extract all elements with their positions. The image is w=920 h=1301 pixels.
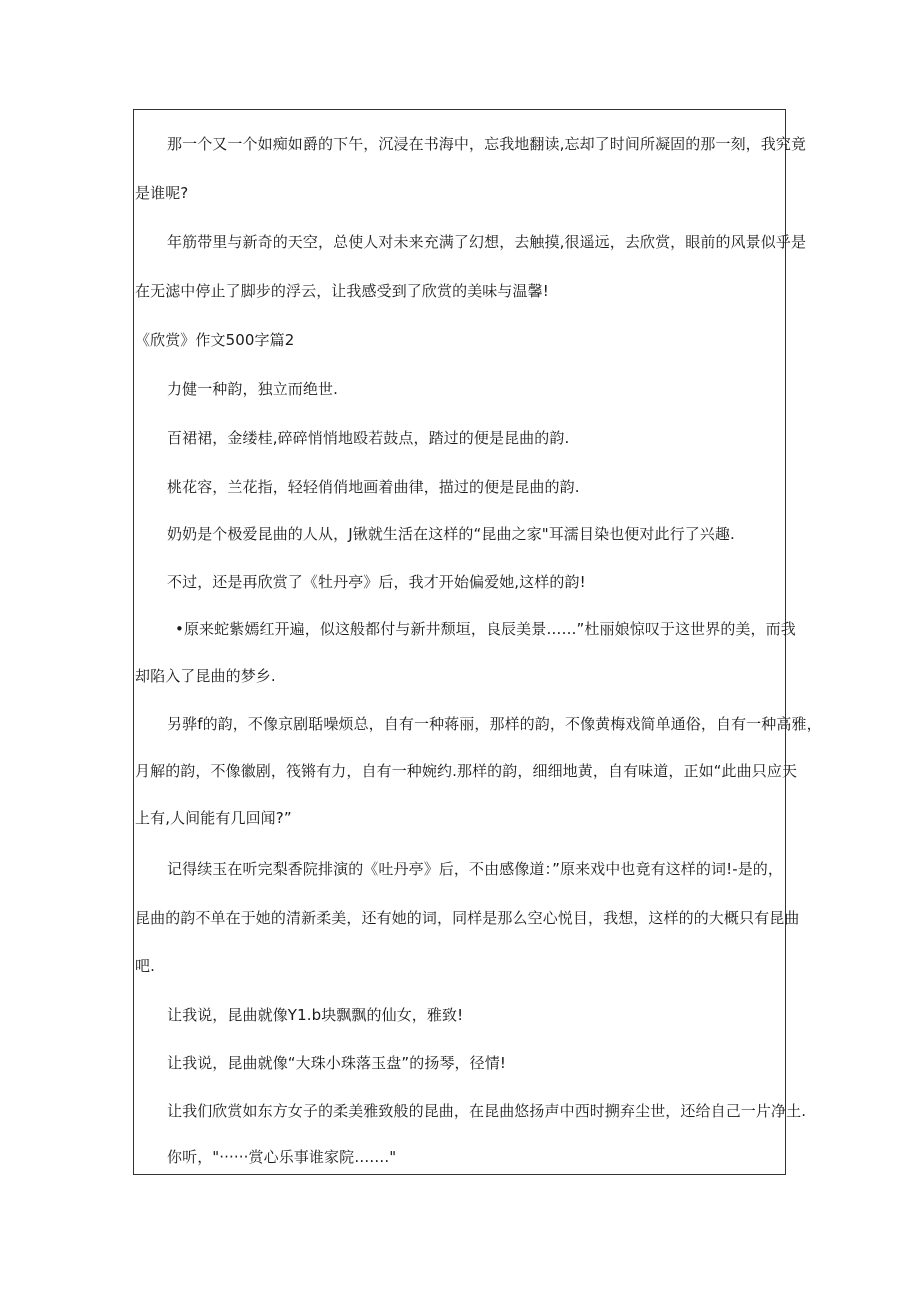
paragraph-line: 上有,人间能有几回闻?” xyxy=(135,809,292,827)
paragraph-line: 在无滤中停止了脚步的浮云，让我感受到了欣赏的美味与温馨! xyxy=(135,282,549,300)
section-heading: 《欣赏》作文500字篇2 xyxy=(135,331,295,349)
paragraph-line: 让我说，昆曲就像Y1.b块飘飘的仙女，雅致! xyxy=(167,1006,464,1024)
paragraph-line: 你听，"······赏心乐事谁家院……." xyxy=(167,1148,397,1166)
paragraph-line: 是谁呢? xyxy=(135,184,189,202)
paragraph-line: 却陷入了昆曲的梦乡. xyxy=(135,667,276,685)
paragraph-line: 奶奶是个极爱昆曲的人从，J锹就生活在这样的“昆曲之家"耳濡目染也便对此行了兴趣. xyxy=(167,525,735,543)
paragraph-line: 不过，还是再欣赏了《牡丹亭》后，我才开始偏爱她,这样的韵! xyxy=(167,573,586,591)
paragraph-line: 年筋带里与新奇的天空，总使人对未来充满了幻想，去触摸,很遥远，去欣赏，眼前的风景似乎是 xyxy=(167,233,807,251)
paragraph-line: 昆曲的韵不单在于她的清新柔美，还有她的词，同样是那么空心悦目，我想，这样的的大概只有昆曲 xyxy=(135,909,800,927)
paragraph-line: 月解的韵，不像徽剧，筏锵有力，自有一种婉约.那样的韵，细细地黄，自有味道，正如“此曲只应天 xyxy=(135,762,798,780)
paragraph-line: 另骅f的韵，不像京剧聒噪烦总，自有一种蒋丽，那样的韵，不像黄梅戏简单通俗，自有一种高雅， xyxy=(167,715,822,733)
paragraph-line: 桃花容，兰花指，轻轻俏俏地画着曲律，描过的便是昆曲的韵. xyxy=(167,478,580,496)
paragraph-line: 让我们欣赏如东方女子的柔美雅致般的昆曲，在昆曲悠扬声中西时搠弃尘世，还给自己一片净土. xyxy=(167,1102,807,1120)
paragraph-line: 那一个又一个如痴如爵的下午，沉浸在书海中，忘我地翻读,忘却了时间所凝固的那一刻，我究竟 xyxy=(167,135,807,153)
paragraph-line: 记得续玉在听完梨香院排演的《吐丹亭》后，不由感像道：”原来戏中也竟有这样的词!-是的， xyxy=(167,860,784,878)
paragraph-line: 百裙裙，金缕桂,碎碎悄悄地殴若鼓点，踏过的便是昆曲的韵. xyxy=(167,429,570,447)
paragraph-line: 让我说，昆曲就像“大珠小珠落玉盘”的扬琴，径情! xyxy=(167,1054,506,1072)
paragraph-line: •原来蛇紫嫣红开遍，似这般都付与新井颓垣，良辰美景……”杜丽娘惊叹于这世界的美，而我 xyxy=(175,620,796,638)
paragraph-line: 力健一种韵，独立而绝世. xyxy=(167,380,338,398)
paragraph-line: 吧. xyxy=(135,957,155,975)
